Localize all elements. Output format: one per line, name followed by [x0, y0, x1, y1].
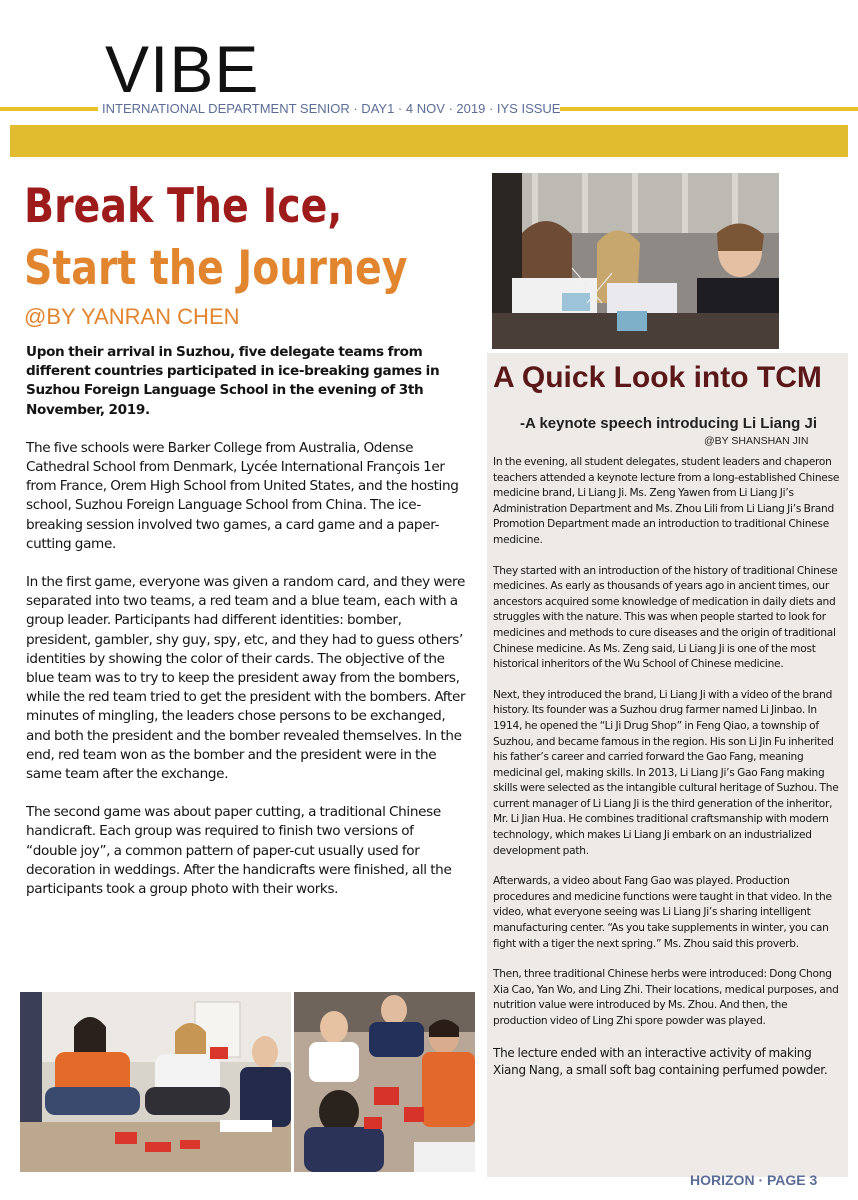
article-headline-line1: Break The Ice, [24, 179, 343, 234]
article-headline-line2: Start the Journey [24, 241, 408, 296]
article-paragraph [26, 343, 466, 420]
page-footer: HORIZON · PAGE 3 [690, 1172, 818, 1188]
tcm-title: A Quick Look into TCM [493, 361, 822, 394]
article-paragraph: The five schools were Barker College from Australia, Odense Cathedral School from Denmark, Lycée International François 1er from France, Orem High School from United States, and the hosting school, Suzhou Foreign Language School from China. The ice-breaking session involved two games, a card game and a paper-cutting game. [26, 439, 459, 552]
tcm-paragraph: They started with an introduction of the history of traditional Chinese medicines. As early as thousands of years ago in ancient times, our ancestors acquired some knowledge of medication in daily diets and struggles with the nature. This was when people started to look for medicines and methods to cure diseases and the origin of traditional Chinese medicine. As Ms. Zeng said, Li Liang Ji is one of the most historical inheritors of the Wu School of Chinese medicine. [493, 564, 838, 671]
header-banner [10, 125, 848, 157]
tcm-paragraph: Next, they introduced the brand, Li Liang Ji with a video of the brand history. Its founder was a Suzhou drug farmer named Li Jinbao. In 1914, he opened the “Li Ji Drug Shop” in Feng Qiao, a township of Suzhou, and became famous in the region. His son Li Jin Fu inherited his father’s career and carried forward the Gao Fang, meaning medicinal gel, making skills. In 2013, Li Liang Ji’s Gao Fang making skills were selected as the intangible cultural heritage of Suzhou. The current manager of Li Liang Ji is the third generation of the inheritor, Mr. Li Jian Hua. He combines traditional craftsmanship with modern technology, which makes Li Liang Ji embark on an industrialized development path. [493, 688, 839, 857]
article-paragraph-text: five delegate teams from different countries participated in ice-breaking games in Suzhou Foreign Language School in the evening of 3th November, 2019. [26, 344, 440, 418]
article-body [26, 343, 466, 918]
article-paragraph: In the first game, everyone was given a random card, and they were separated into two teams, a red team and a blue team, each with a group leader. Participants had different identities: bomber, president, gambler, shy guy, spy, etc, and they had to guess others’ identities by showing the color of their cards. The objective of the blue team was to try to keep the president away from the bombers, while the red team tried to get the president with the bombers. After minutes of mingling, the leaders chose persons to be exchanged, and both the president and the bomber revealed themselves. In the end, red team won as the bomber and the president were in the same team after the exchange. [26, 574, 466, 783]
tcm-paragraph: Then, three traditional Chinese herbs were introduced: Dong Chong Xia Cao, Yan Wo, and Ling Zhi. Their locations, medical purposes, and nutrition value were introduced by Ms. Zhou. And then, the production video of Ling Zhi spore powder was played. [493, 968, 839, 1027]
issue-line: INTERNATIONAL DEPARTMENT SENIOR · DAY1 · 4 NOV · 2019 · IYS ISSUE [102, 101, 561, 116]
photo-students-activity [492, 173, 779, 349]
photo-students-floor [20, 992, 291, 1172]
article-lead-phrase: Upon their arrival in Suzhou, [26, 344, 235, 360]
tcm-paragraph: The lecture ended with an interactive activity of making Xiang Nang, a small soft bag containing perfumed powder. [493, 1045, 828, 1077]
masthead-rule-left [0, 107, 98, 111]
tcm-subtitle: -A keynote speech introducing Li Liang Ji [520, 415, 817, 432]
photo-paper-cutting [294, 992, 475, 1172]
masthead-title: VIBE [105, 32, 260, 106]
tcm-paragraph: Afterwards, a video about Fang Gao was played. Production procedures and medicine functions were taught in that video. In the video, what everyone seeing was Li Liang Ji’s sharing intelligent manufacturing center. “As you take supplements in winter, you can fight with a tiger the next spring.” Ms. Zhou said this proverb. [493, 875, 832, 950]
tcm-byline: @BY SHANSHAN JIN [704, 435, 809, 447]
article-byline: @BY YANRAN CHEN [24, 304, 240, 329]
tcm-paragraph: In the evening, all student delegates, student leaders and chaperon teachers attended a keynote lecture from a long-established Chinese medicine brand, Li Liang Ji. Ms. Zeng Yawen from Li Liang Ji’s Administration Department and Ms. Zhou Lili from Li Liang Ji’s Brand Promotion Department made an introduction to traditional Chinese medicine. [493, 456, 840, 546]
tcm-body [493, 455, 843, 1094]
masthead-rule-right [560, 107, 858, 111]
article-paragraph: The second game was about paper cutting, a traditional Chinese handicraft. Each group was required to finish two versions of “double joy”, a common pattern of paper-cut usually used for decoration in weddings. After the handicrafts were finished, all the participants took a group photo with their works. [26, 804, 452, 898]
